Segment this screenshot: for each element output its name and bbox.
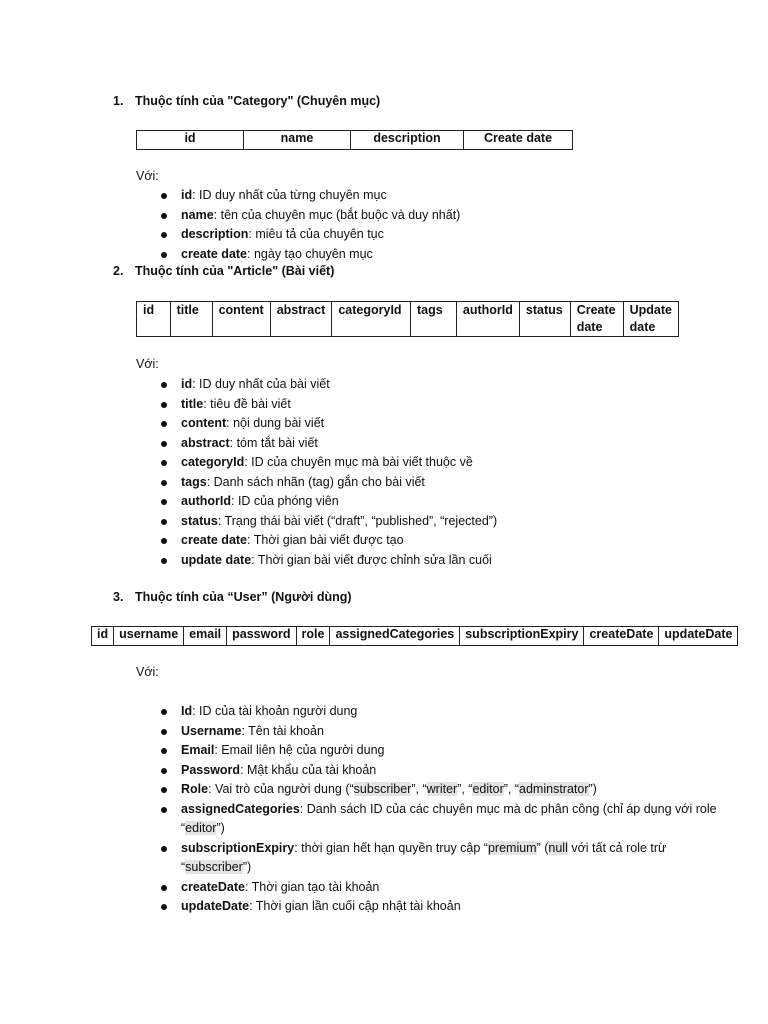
list-item: create date: ngày tạo chuyên mục (160, 245, 720, 265)
user-attributes-table (91, 626, 738, 646)
with-label: Với: (136, 169, 159, 183)
section-2-heading (113, 264, 334, 278)
section-number: 2. (113, 264, 124, 278)
list-item: tags: Danh sách nhãn (tag) gắn cho bài viết (160, 473, 720, 493)
table-cell: updateDate (659, 627, 738, 646)
table-row (92, 627, 738, 646)
list-item: Username: Tên tài khoản (160, 722, 720, 742)
table-cell: name (244, 131, 351, 150)
list-item: name: tên của chuyên mục (bắt buộc và duy nhất) (160, 206, 720, 226)
section-3-heading (113, 590, 352, 604)
article-attribute-list (160, 375, 720, 570)
list-item: categoryId: ID của chuyên mục mà bài viết thuộc về (160, 453, 720, 473)
list-item: title: tiêu đề bài viết (160, 395, 720, 415)
table-cell: Update date (623, 302, 678, 337)
table-cell: id (137, 131, 244, 150)
list-item: id: ID duy nhất của bài viết (160, 375, 720, 395)
list-item: abstract: tóm tắt bài viết (160, 434, 720, 454)
list-item: authorId: ID của phóng viên (160, 492, 720, 512)
list-item: status: Trạng thái bài viết (“draft”, “published”, “rejected”) (160, 512, 720, 532)
table-cell: Create date (570, 302, 623, 337)
category-attribute-list (160, 186, 720, 264)
article-attributes-table (136, 301, 679, 337)
table-cell: title (170, 302, 212, 337)
list-item: create date: Thời gian bài viết được tạo (160, 531, 720, 551)
section-number: 1. (113, 94, 124, 108)
list-item: Email: Email liên hệ của người dung (160, 741, 720, 761)
table-cell: createDate (584, 627, 659, 646)
list-item: assignedCategories: Danh sách ID của các chuyên mục mà dc phân công (chỉ áp dụng với role “editor”) (160, 800, 720, 839)
table-cell: abstract (270, 302, 332, 337)
table-cell: categoryId (332, 302, 411, 337)
table-cell: Create date (464, 131, 573, 150)
table-row (137, 131, 573, 150)
table-cell: subscriptionExpiry (460, 627, 584, 646)
table-cell: email (184, 627, 227, 646)
table-cell: username (114, 627, 184, 646)
table-cell: assignedCategories (330, 627, 460, 646)
with-label: Với: (136, 665, 159, 679)
list-item: description: miêu tả của chuyên tục (160, 225, 720, 245)
user-attribute-list (160, 702, 720, 917)
list-item: updateDate: Thời gian lần cuối cập nhật tài khoản (160, 897, 720, 917)
section-1-heading (113, 94, 380, 108)
table-cell: status (519, 302, 570, 337)
category-attributes-table (136, 130, 573, 150)
section-title: Thuộc tính của "Category" (Chuyên mục) (135, 94, 381, 108)
table-cell: role (296, 627, 330, 646)
table-cell: description (351, 131, 464, 150)
list-item: content: nội dung bài viết (160, 414, 720, 434)
list-item: Role: Vai trò của người dung (“subscriber”, “writer”, “editor”, “adminstrator”) (160, 780, 720, 800)
list-item: subscriptionExpiry: thời gian hết hạn quyền truy cập “premium” (null với tất cả role trừ “subscriber”) (160, 839, 720, 878)
table-cell: tags (410, 302, 456, 337)
with-label: Với: (136, 357, 159, 371)
section-title: Thuộc tính của “User” (Người dùng) (135, 590, 352, 604)
table-cell: id (137, 302, 171, 337)
list-item: id: ID duy nhất của từng chuyên mục (160, 186, 720, 206)
section-number: 3. (113, 590, 124, 604)
list-item: Id: ID của tài khoản người dung (160, 702, 720, 722)
list-item: update date: Thời gian bài viết được chỉnh sửa lần cuối (160, 551, 720, 571)
list-item: Password: Mật khẩu của tài khoản (160, 761, 720, 781)
table-cell: authorId (456, 302, 519, 337)
table-row (137, 302, 679, 337)
list-item: createDate: Thời gian tạo tài khoản (160, 878, 720, 898)
section-title: Thuộc tính của "Article" (Bài viết) (135, 264, 335, 278)
table-cell: password (227, 627, 296, 646)
table-cell: content (212, 302, 270, 337)
table-cell: id (92, 627, 114, 646)
